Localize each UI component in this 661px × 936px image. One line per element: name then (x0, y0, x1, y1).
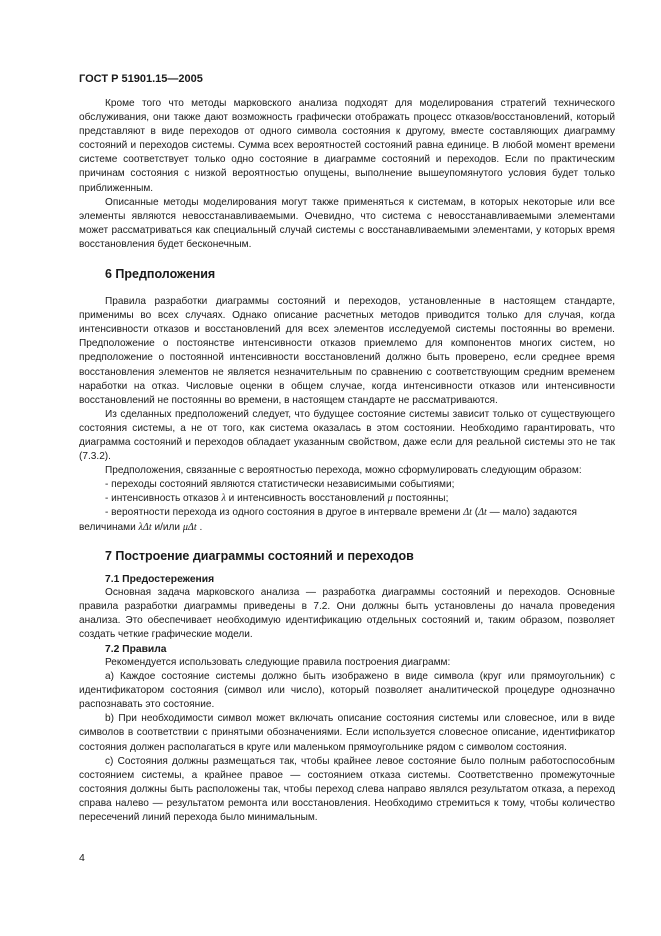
subsection-7-1-paragraph: Основная задача марковского анализа — разработка диаграммы состояний и переходов. Основные правила разработки диаграммы приведены в 7.2. Они должны быть установлены до начала проведения анализа. Это обеспечивает необходимую идентификацию отдельных состояний и, таким образом, позволяет создать четкие графические модели. (79, 587, 615, 641)
subsection-7-2-intro: Рекомендуется использовать следующие правила построения диаграмм: (105, 657, 451, 668)
section-6-paragraph-2: Из сделанных предположений следует, что будущее состояние системы зависит только от существующего состояния системы, а не от того, как система оказалась в этом состоянии. Необходимо гарантировать, что диаграмма состояний и переходов обладает указанным свойством, даже если для реальной системы это не так (7.3.2). (79, 408, 615, 463)
page-number: 4 (79, 852, 85, 864)
assumption-item-3: - вероятности перехода из одного состояния в другое в интервале времени Δt (Δt — мало) задаются (105, 507, 578, 519)
intro-paragraph-1: Кроме того что методы марковского анализа подходят для моделирования стратегий технического обслуживания, они также дают возможность графически отображать процесс отказов/восстановлений, который представляют в виде переходов от одного символа состояния к другому, вместе составляющих диаграмму состояний и переходов системы. Сумма всех вероятностей состояний равна единице. В любой момент времени системе соответствует только одно состояние в диаграмме состояний и переходов. Если по практическим причинам состояния с низкой вероятностью опущены, выполнение вышеупомянутого условия будет только приближенным. (79, 98, 615, 194)
lambda-symbol: λ (221, 493, 226, 505)
rule-c: c) Состояния должны размещаться так, чтобы крайнее левое состояние было полным работоспособным состоянием системы, а крайнее правое — состоянием отказа системы. Соответственно промежуточные состояния должны быть расположены так, чтобы переход слева направо являлся результатом отказа, а переход справа налево — результатом ремонта или восстановления. Необходимо стремиться к тому, чтобы количество пересечений линий перехода было минимальным. (79, 755, 615, 824)
assumption-item-2: - интенсивность отказов λ и интенсивность восстановлений μ постоянны; (105, 493, 449, 505)
rule-a: а) Каждое состояние системы должно быть изображено в виде символа (круг или прямоугольник) с идентификатором состояния (символ или число), который позволяет аналитической процедуре однозначно распознавать это состояние. (79, 671, 615, 711)
section-6-paragraph-1: Правила разработки диаграммы состояний и переходов, установленные в настоящем стандарте, применимы во всех случаях. Однако описание расчетных методов приводится только для случая, когда интенсивности отказов и восстановлений для всех элементов исследуемой системы постоянны во времени. Предположение о постоянстве интенсивности отказов приемлемо для компонентов многих систем, но предположение о постоянной интенсивности восстановлений должно быть проверено, если среднее время восстановления элементов не является незначительным по сравнению с соответствующим средним временем наработки на отказ. Числовые оценки в общем случае, когда интенсивности отказов или интенсивности восстановлений не постоянны во времени, в настоящем стандарте не рассматриваются. (79, 296, 615, 406)
section-6-heading: 6 Предположения (105, 267, 216, 282)
intro-paragraph-2: Описанные методы моделирования могут также применяться к системам, в которых некоторые или все элементы являются невосстанавливаемыми. Очевидно, что система с невосстанавливаемыми элементами может рассматриваться как специальный случай системы с восстанавливаемыми элементами, у которых время восстановления будет бесконечным. (79, 196, 615, 250)
rule-b: b) При необходимости символ может включать описание состояния системы или словесное, или в виде символов в соответствии с принятыми обозначениями. Если используется словесное описание, идентификатор состояния должен располагаться в круге или маленьком прямоугольнике рядом с символом состояния. (79, 713, 615, 753)
standard-header: ГОСТ Р 51901.15—2005 (79, 73, 203, 85)
subsection-7-2-heading: 7.2 Правила (105, 643, 167, 655)
assumption-item-1: - переходы состояний являются статистически независимыми событиями; (105, 479, 455, 491)
section-6-paragraph-3: Предположения, связанные с вероятностью перехода, можно сформулировать следующим образом: (105, 465, 582, 477)
section-7-heading: 7 Построение диаграммы состояний и переходов (105, 548, 414, 563)
assumption-item-3-continuation: величинами λΔt и/или μΔt . (79, 521, 203, 533)
document-body (79, 97, 615, 825)
mu-symbol: μ (387, 493, 393, 505)
subsection-7-1-heading: 7.1 Предостережения (105, 573, 215, 585)
